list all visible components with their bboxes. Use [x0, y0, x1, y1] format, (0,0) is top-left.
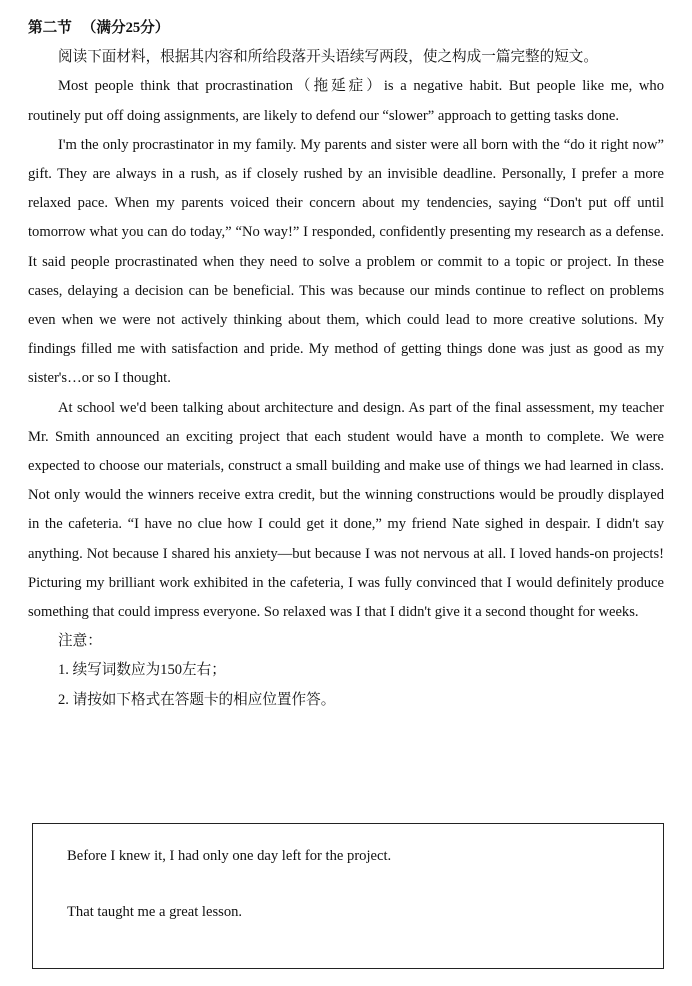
answer-opening-line-1: Before I knew it, I had only one day left for the project. — [67, 848, 392, 864]
note-item-1: 1. 续写词数应为150左右； — [58, 662, 226, 679]
passage-paragraph-1: Most people think that procrastination（拖延症）is a negative habit. But people like me, who routinely put off doing assignments, are likely to defend our “slower” approach to getting tasks done. — [28, 78, 664, 124]
passage-paragraph-3: At school we'd been talking about architecture and design. As part of the final assessment, my teacher Mr. Smith announced an exciting project that each student would have a month to complete. We were expected to choose our materials, construct a small building and make use of things we had learned in class. Not only would the winners receive extra credit, but the winning constructions would be proudly displayed in the cafeteria. “I have no clue how I could get it done,” my friend Nate sighed in despair. I didn't say anything. Not because I shared his anxiety—but because I was not nervous at all. I loved hands-on projects! Picturing my brilliant work exhibited in the cafeteria, I was fully convinced that I would definitely produce something that could impress everyone. So relaxed was I that I didn't give it a second thought for weeks. — [28, 399, 664, 621]
notes-title: 注意： — [58, 633, 102, 650]
section-score: （满分25分） — [81, 20, 170, 36]
task-instruction: 阅读下面材料，根据其内容和所给段落开头语续写两段，使之构成一篇完整的短文。 — [58, 49, 598, 66]
section-title: 第二节 — [28, 20, 72, 36]
passage-paragraph-2: I'm the only procrastinator in my family. My parents and sister were all born with the “do it right now” gift. They are always in a rush, as if closely rushed by an invisible deadline. Personally, I prefer a more relaxed pace. When my parents voiced their concern about my tendencies, saying “Don't put off until tomorrow what you can do today,” “No way!” I responded, confidently presenting my research as a defense. It said people procrastinated when they need to solve a problem or commit to a topic or project. In these cases, delaying a decision can be beneficial. This was because our minds continue to reflect on problems even when we were not actively thinking about them, which could lead to more creative solutions. My findings filled me with satisfaction and pride. My method of getting things done was just as good as my sister's…or so I thought. — [28, 136, 664, 387]
note-item-2: 2. 请按如下格式在答题卡的相应位置作答。 — [58, 691, 336, 708]
answer-box — [32, 823, 664, 969]
answer-opening-line-2: That taught me a great lesson. — [67, 904, 243, 920]
section-heading — [28, 14, 664, 43]
